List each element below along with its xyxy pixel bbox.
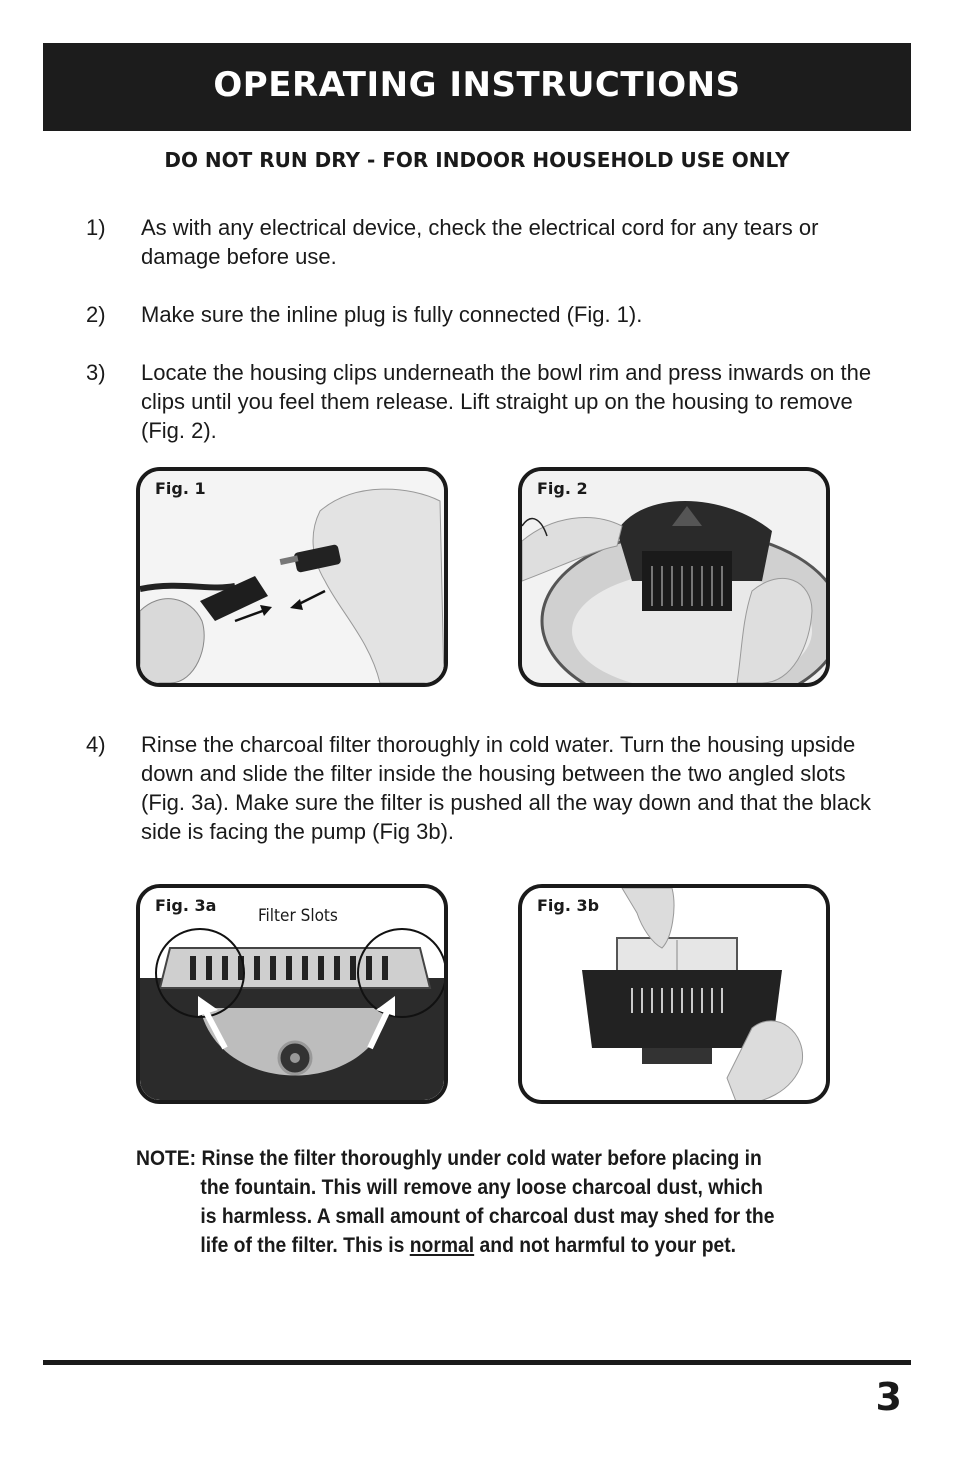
housing-removal-photo: [522, 471, 826, 683]
page-number: 3: [875, 1375, 902, 1419]
figure-3b: [518, 884, 830, 1104]
figure-label: Fig. 3b: [537, 896, 600, 915]
figure-label: Fig. 2: [537, 479, 588, 498]
step-number: 4): [86, 732, 106, 757]
note-line-3: is harmless. A small amount of charcoal dust may shed for the: [200, 1205, 775, 1228]
filter-slots-annotation: Filter Slots: [258, 906, 338, 926]
note-label: NOTE:: [136, 1147, 197, 1170]
plug-connection-photo: [140, 471, 444, 683]
step-3: [86, 358, 876, 445]
figure-label: Fig. 3a: [155, 896, 217, 915]
figure-2: [518, 467, 830, 687]
step-number: 1): [86, 215, 106, 240]
step-text: Rinse the charcoal filter thoroughly in cold water. Turn the housing upside down and slide the filter inside the housing between the two angled slots (Fig. 3a). Make sure the filter is pushed all the way down and that the black side is facing the pump (Fig 3b).: [141, 732, 872, 844]
step-2: [86, 300, 876, 329]
step-text: Locate the housing clips underneath the bowl rim and press inwards on the clips until you feel them release. Lift straight up on the housing to remove (Fig. 2).: [141, 360, 872, 443]
note-line-2: the fountain. This will remove any loose charcoal dust, which: [200, 1176, 763, 1199]
note-line-4: life of the filter. This is normal and not harmful to your pet.: [200, 1234, 737, 1257]
page-title: OPERATING INSTRUCTIONS: [213, 65, 741, 105]
step-number: 2): [86, 302, 106, 327]
header-bar: [43, 43, 911, 131]
step-1: [86, 213, 876, 271]
note-block: [136, 1144, 798, 1260]
note-line-1: NOTE: Rinse the filter thoroughly under cold water before placing in: [136, 1147, 762, 1170]
step-4: [86, 730, 876, 846]
figure-1: [136, 467, 448, 687]
footer-rule: [43, 1360, 911, 1365]
figure-3a: [136, 884, 448, 1104]
warning-text: DO NOT RUN DRY - FOR INDOOR HOUSEHOLD USE ONLY: [164, 148, 790, 172]
step-text: As with any electrical device, check the electrical cord for any tears or damage before use.: [141, 215, 819, 269]
step-text: Make sure the inline plug is fully connected (Fig. 1).: [141, 302, 643, 327]
step-number: 3): [86, 360, 106, 385]
filter-insertion-photo: [522, 888, 826, 1104]
emphasis-normal: normal: [409, 1234, 475, 1257]
figure-label: Fig. 1: [155, 479, 206, 498]
